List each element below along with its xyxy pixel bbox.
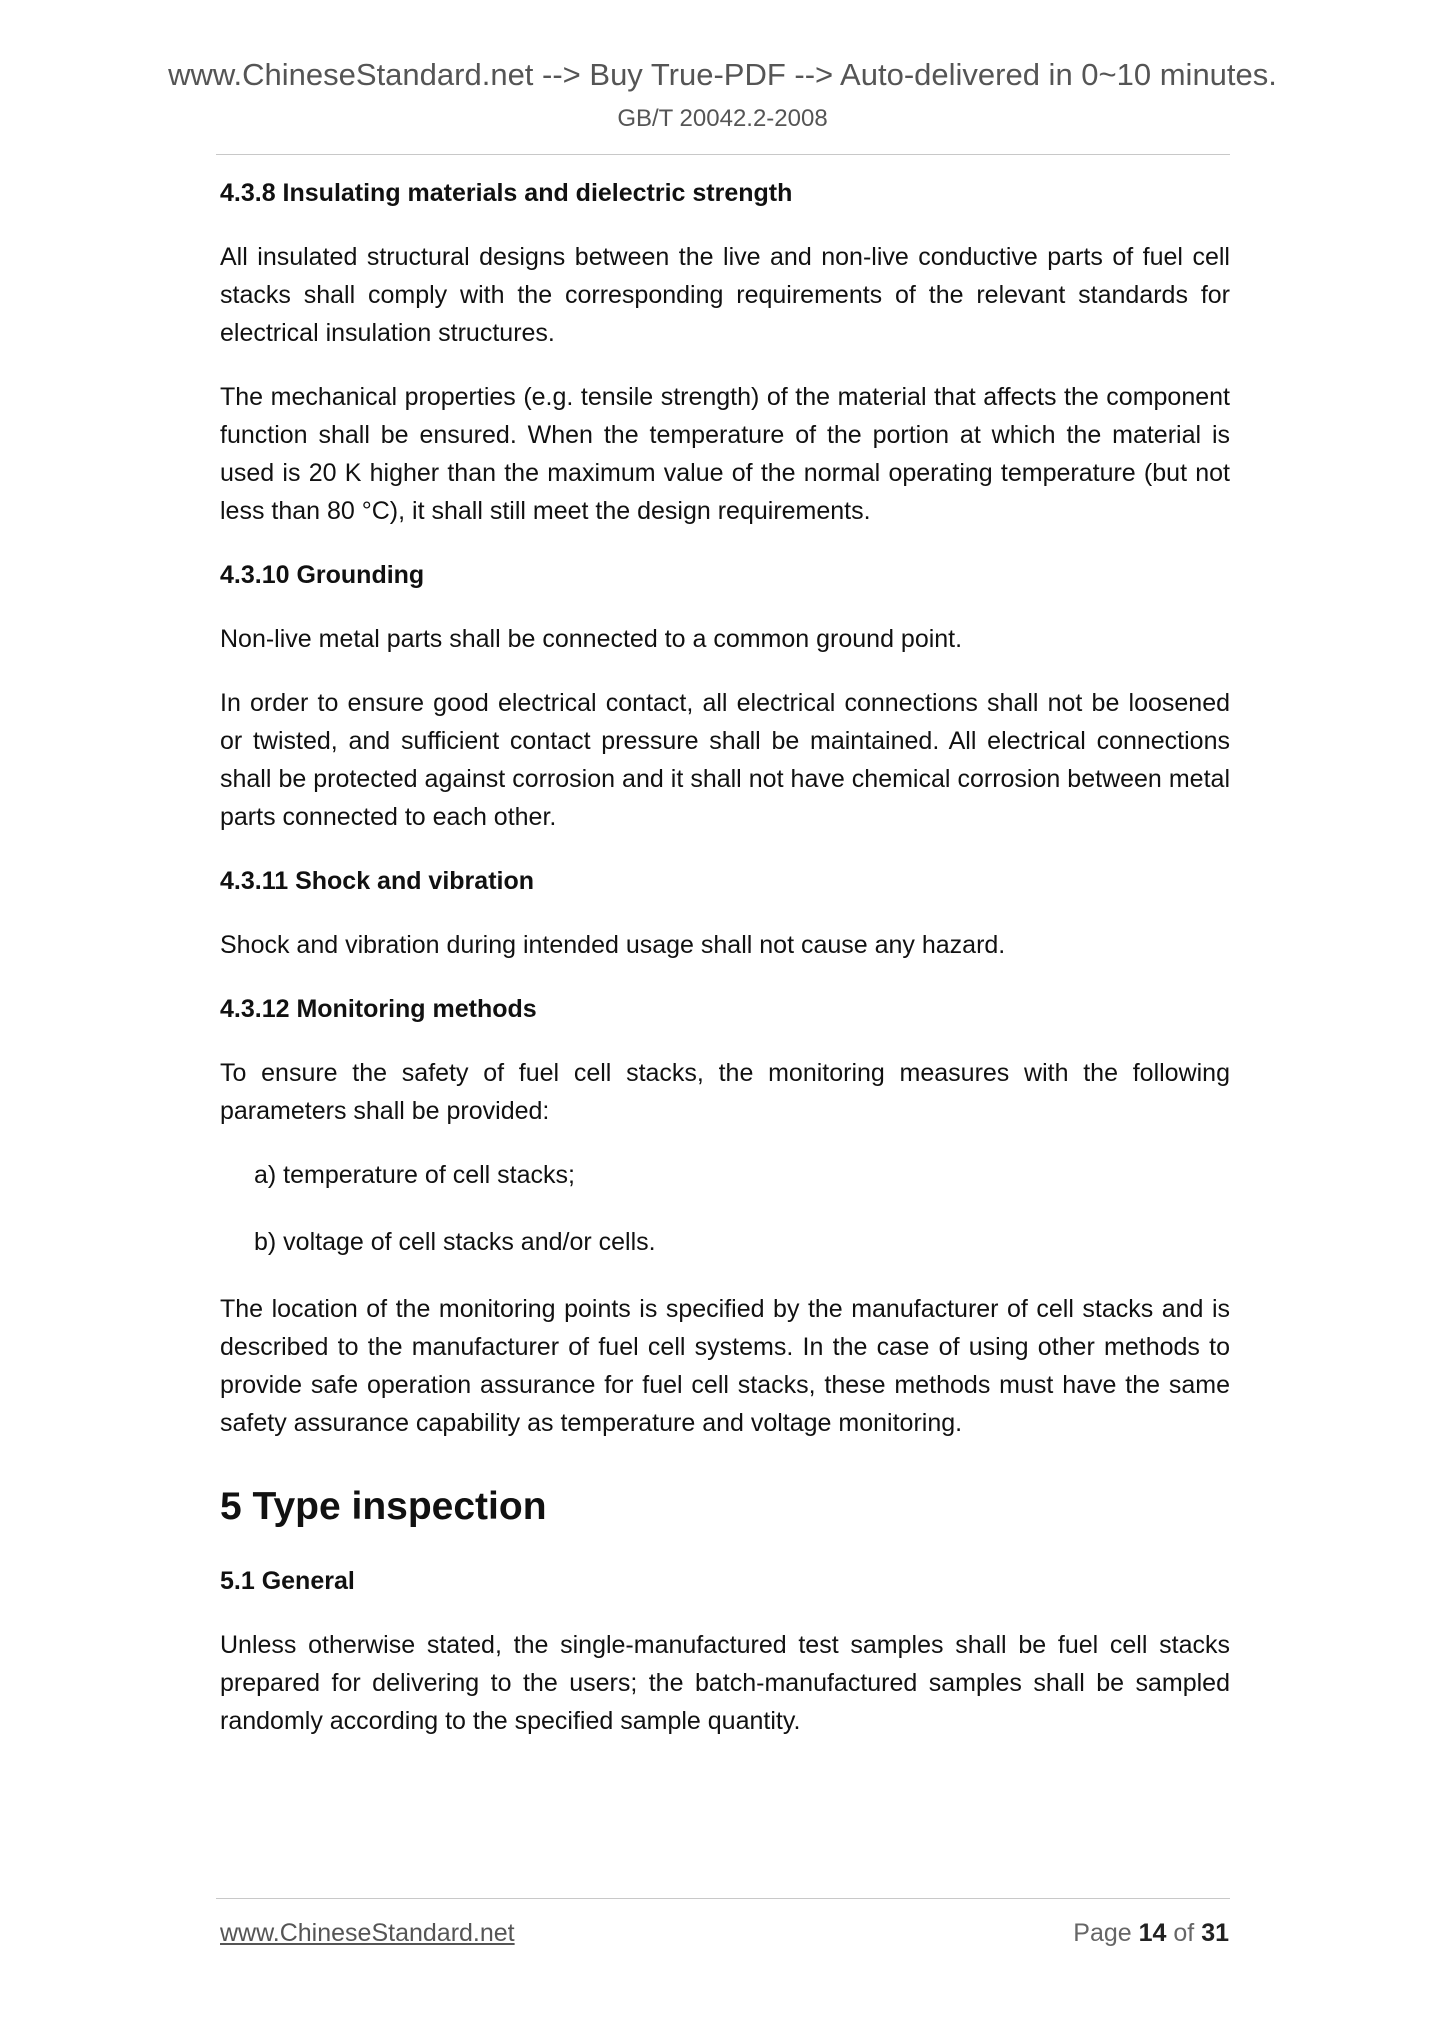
standard-code: GB/T 20042.2-2008 (617, 105, 828, 132)
section-heading-5: 5 Type inspection (220, 1485, 547, 1528)
page-number (1073, 1917, 1229, 1949)
section-heading-4-3-12: 4.3.12 Monitoring methods (220, 995, 537, 1023)
footer-divider (216, 1898, 1230, 1899)
section-heading-4-3-8: 4.3.8 Insulating materials and dielectric strength (220, 179, 793, 207)
page-current: 14 (1138, 1919, 1167, 1947)
paragraph: To ensure the safety of fuel cell stacks, the monitoring measures with the following parameters shall be provided: (220, 1059, 1230, 1125)
footer-website-link[interactable]: www.ChineseStandard.net (220, 1919, 515, 1947)
header-divider (216, 154, 1230, 155)
paragraph: Unless otherwise stated, the single-manufactured test samples shall be fuel cell stacks prepared for delivering to the users; the batch-manufactured samples shall be sampled randomly according to the specified sample quantity. (220, 1631, 1230, 1735)
paragraph: In order to ensure good electrical contact, all electrical connections shall not be loosened or twisted, and sufficient contact pressure shall be maintained. All electrical connections shall be protected against corrosion and it shall not have chemical corrosion between metal parts connected to each other. (220, 689, 1230, 831)
page-prefix: Page (1073, 1919, 1132, 1947)
list-item: a) temperature of cell stacks; (254, 1161, 575, 1189)
paragraph: The location of the monitoring points is specified by the manufacturer of cell stacks and is described to the manufacturer of fuel cell systems. In the case of using other methods to provide safe operation assurance for fuel cell stacks, these methods must have the same safety assurance capability as temperature and voltage monitoring. (220, 1295, 1230, 1437)
header-banner: www.ChineseStandard.net --> Buy True-PDF --> Auto-delivered in 0~10 minutes. (168, 57, 1277, 92)
page-content (220, 174, 1230, 1766)
section-heading-4-3-10: 4.3.10 Grounding (220, 561, 425, 589)
page-of: of (1173, 1919, 1195, 1947)
paragraph: The mechanical properties (e.g. tensile strength) of the material that affects the component function shall be ensured. When the temperature of the portion at which the material is used is 20 K higher than the maximum value of the normal operating temperature (but not less than 80 °C), it shall still meet the design requirements. (220, 383, 1230, 525)
paragraph: All insulated structural designs between the live and non-live conductive parts of fuel cell stacks shall comply with the corresponding requirements of the relevant standards for electrical insulation structures. (220, 243, 1230, 347)
paragraph: Shock and vibration during intended usage shall not cause any hazard. (220, 931, 1006, 959)
section-heading-4-3-11: 4.3.11 Shock and vibration (220, 867, 535, 895)
page-total: 31 (1201, 1919, 1229, 1947)
paragraph: Non-live metal parts shall be connected to a common ground point. (220, 625, 963, 653)
list-item: b) voltage of cell stacks and/or cells. (254, 1228, 656, 1256)
section-heading-5-1: 5.1 General (220, 1567, 355, 1595)
